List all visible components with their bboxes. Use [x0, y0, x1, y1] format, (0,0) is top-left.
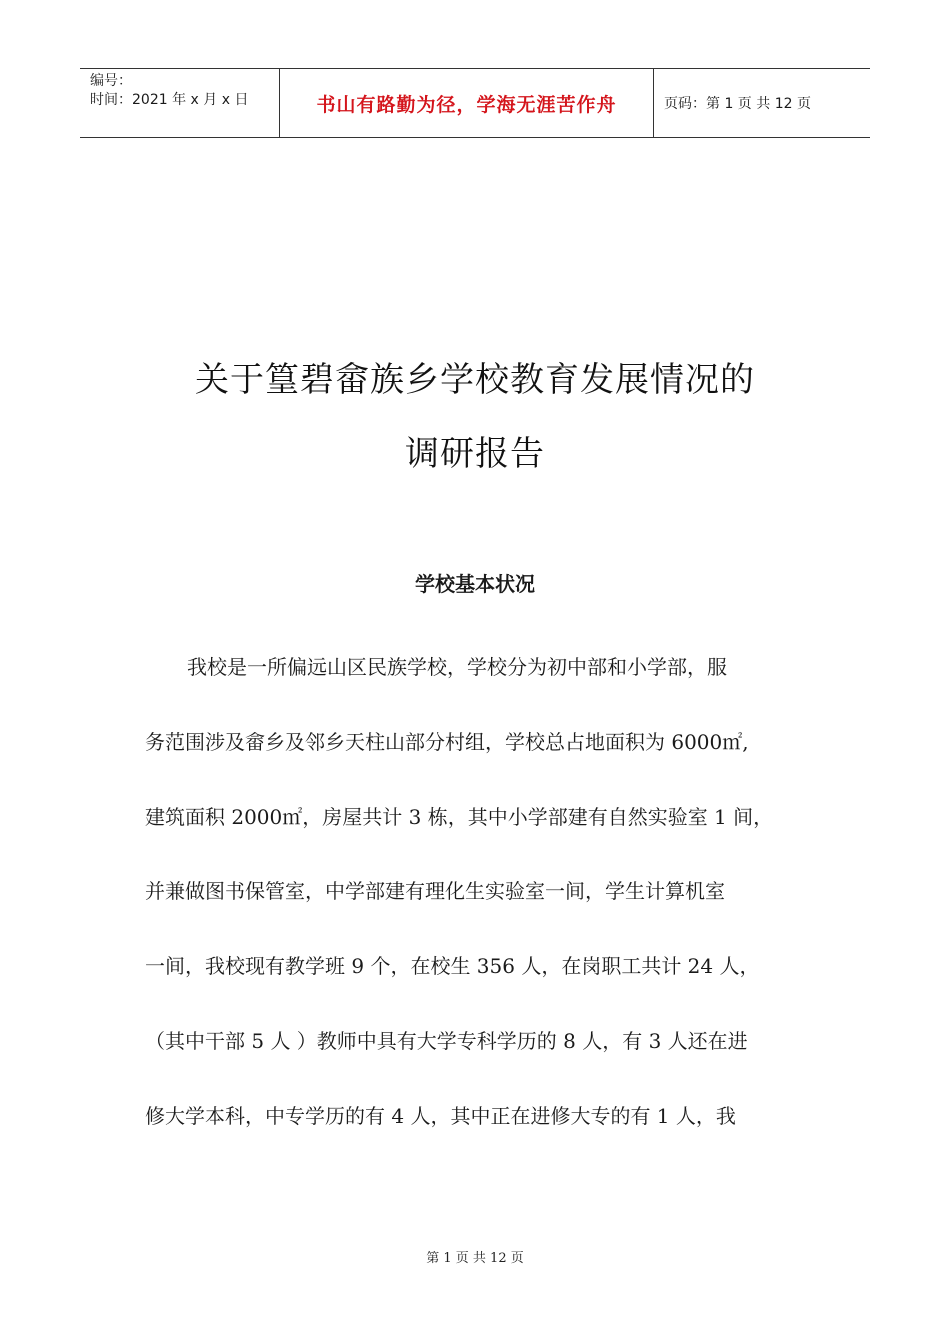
paragraph-line: 务范围涉及畲乡及邻乡天柱山部分村组，学校总占地面积为 6000㎡,: [145, 729, 749, 754]
paragraph-line: 并兼做图书保管室，中学部建有理化生实验室一间，学生计算机室: [145, 879, 725, 904]
page-footer: 第 1 页 共 12 页: [426, 1251, 524, 1266]
paragraph-line: 修大学本科，中专学历的有 4 人，其中正在进修大专的有 1 人，我: [145, 1103, 736, 1128]
body-paragraph: [145, 630, 805, 1154]
paragraph-line: 建筑面积 2000㎡，房屋共计 3 栋，其中小学部建有自然实验室 1 间，: [145, 804, 774, 829]
header-meta: [80, 69, 280, 137]
paragraph-line: 一间，我校现有教学班 9 个，在校生 356 人，在岗职工共计 24 人，: [145, 954, 760, 979]
document-header: [80, 68, 870, 138]
header-motto: 书山有路勤为径，学海无涯苦作舟: [280, 69, 654, 137]
section-heading: 学校基本状况: [415, 572, 535, 596]
document-title-line2: 调研报告: [405, 434, 545, 474]
document-title-line1: 关于篁碧畲族乡学校教育发展情况的: [195, 360, 755, 400]
paragraph-line: 我校是一所偏远山区民族学校，学校分为初中部和小学部，服: [187, 655, 727, 679]
header-page-info: 页码：第 1 页 共 12 页: [664, 96, 811, 112]
paragraph-line: （其中干部 5 人 ）教师中具有大学专科学历的 8 人，有 3 人还在进: [145, 1028, 748, 1053]
time-label: 时间：2021 年 x 月 x 日: [90, 92, 249, 108]
number-label: 编号：: [90, 73, 132, 89]
